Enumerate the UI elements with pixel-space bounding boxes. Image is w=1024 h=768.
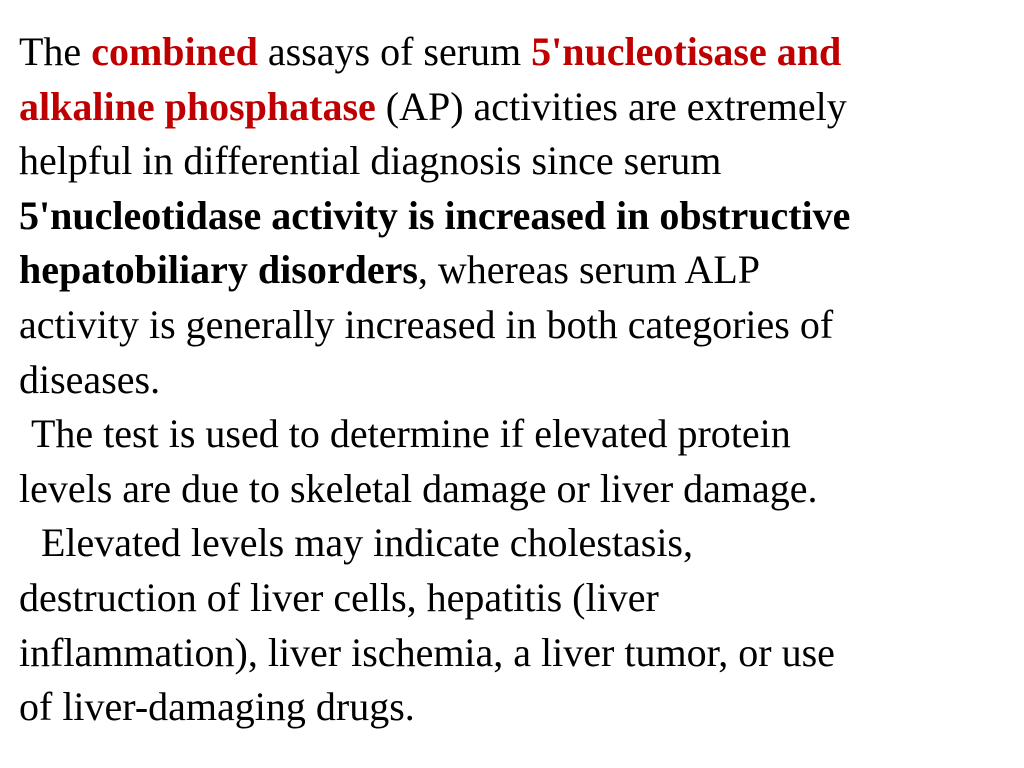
text-line [19,243,1009,298]
text-line [19,298,1009,353]
text-line [19,134,1009,189]
text-run: of liver-damaging drugs. [19,684,415,730]
text-run: levels are due to skeletal damage or liver damage. [19,465,818,511]
text-run: , whereas serum ALP [417,247,761,293]
text-run: Elevated levels may indicate cholestasis, [41,520,693,566]
text-line [19,189,1009,244]
text-run: destruction of liver cells, hepatitis (liver [19,574,659,620]
text-line [19,25,1009,80]
text-run: inflammation), liver ischemia, a liver tumor, or use [19,629,835,675]
text-line [19,571,1009,626]
text-run: The test is used to determine if elevated protein [31,411,791,457]
slide-body-text [19,25,1009,735]
highlight-combined: combined [91,29,258,74]
bold-phrase: hepatobiliary disorders [19,247,418,293]
highlight-alkaline-phosphatase: alkaline phosphatase [19,83,376,129]
bold-phrase: 5'nucleotidase activity is increased in obstructive [19,192,851,238]
text-line [19,680,1009,735]
text-run: activity is generally increased in both categories of [19,301,834,347]
text-line [19,407,1009,462]
text-run: (AP) activities are extremely [375,83,847,129]
text-line [19,626,1009,681]
text-line [19,353,1009,408]
text-run: assays of serum [257,29,532,74]
text-run: The [19,29,92,74]
text-line [19,516,1009,571]
text-line [19,80,1009,135]
text-run: diseases. [19,356,161,402]
text-run: helpful in differential diagnosis since serum [19,138,722,184]
text-line [19,462,1009,517]
highlight-5-nucleotidase: 5'nucleotisase and [531,29,842,74]
